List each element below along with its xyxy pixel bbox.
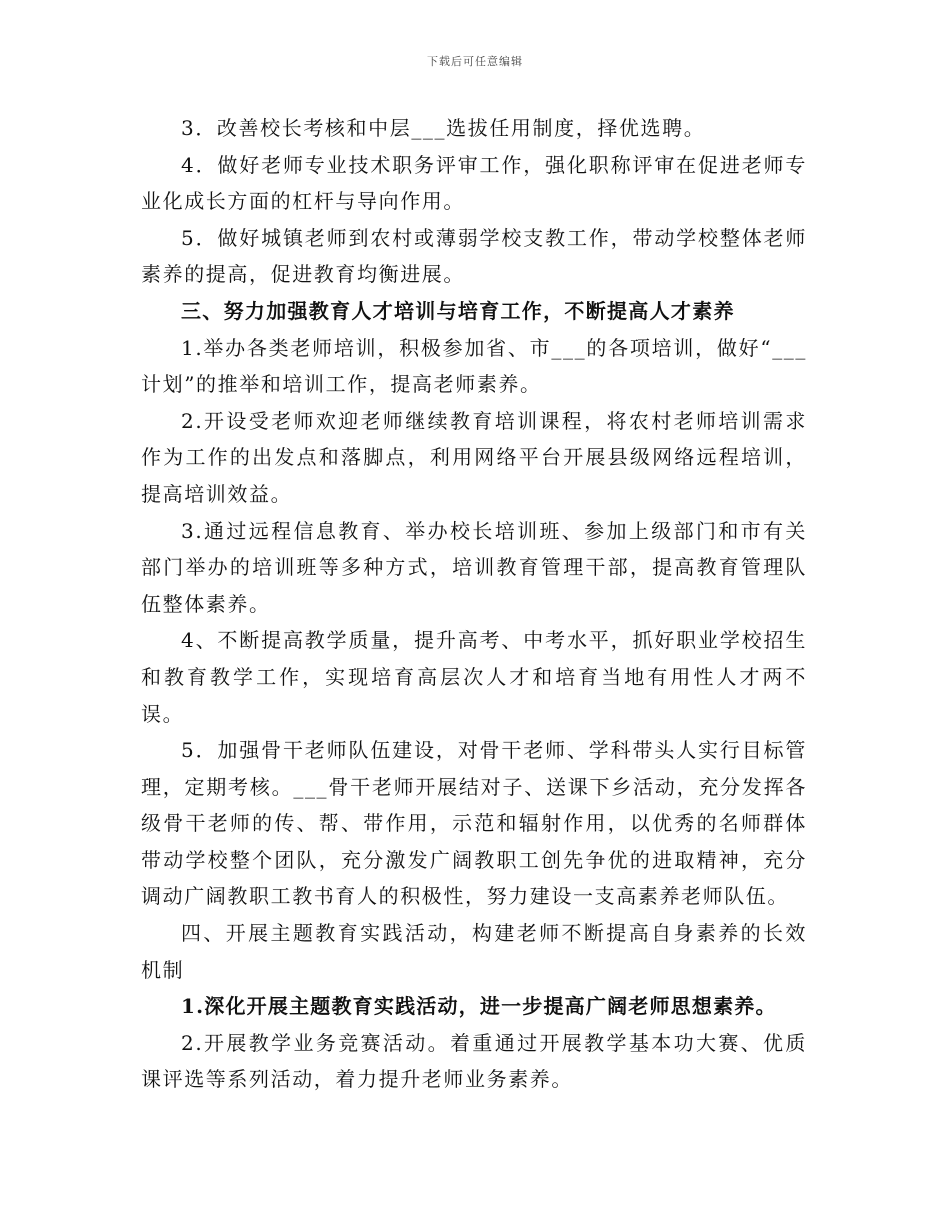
- section-heading-three: 三、努力加强教育人才培训与培育工作，不断提高人才素养: [181, 298, 735, 323]
- paragraph-training-3: 3.通过远程信息教育、举办校长培训班、参加上级部门和市有关部门举办的培训班等多种方式，培训教育管理干部，提高教育管理队伍整体素养。: [141, 518, 807, 616]
- document-body: [141, 110, 807, 1098]
- paragraph-training-2: 2.开设受老师欢迎老师继续教育培训课程，将农村老师培训需求作为工作的出发点和落脚点，利用网络平台开展县级网络远程培训，提高培训效益。: [141, 408, 807, 506]
- page-header: 下载后可任意编辑: [427, 55, 523, 68]
- paragraph-practice-1: 1.深化开展主题教育实践活动，进一步提高广阔老师思想素养。: [181, 994, 777, 1019]
- paragraph-5-rural-support: 5．做好城镇老师到农村或薄弱学校支教工作，带动学校整体老师素养的提高，促进教育均衡进展。: [141, 225, 807, 287]
- paragraph-training-4: 4、不断提高教学质量，提升高考、中考水平，抓好职业学校招生和教育教学工作，实现培育高层次人才和培育当地有用性人才两不误。: [141, 628, 807, 726]
- paragraph-training-5: 5．加强骨干老师队伍建设，对骨干老师、学科带头人实行目标管理，定期考核。___骨干老师开展结对子、送课下乡活动，充分发挥各级骨干老师的传、帮、带作用，示范和辐射作用，以优秀的名师群体带动学校整个团队，充分激发广阔教职工创先争优的进取精神，充分调动广阔教职工教书育人的积极性，努力建设一支高素养老师队伍。: [141, 738, 807, 909]
- paragraph-training-1: 1.举办各类老师培训，积极参加省、市___的各项培训，做好“___计划”的推举和培训工作，提高老师素养。: [141, 335, 807, 397]
- paragraph-3-principal-assessment: 3．改善校长考核和中层___选拔任用制度，择优选聘。: [181, 116, 706, 140]
- paragraph-4-title-review: 4．做好老师专业技术职务评审工作，强化职称评审在促进老师专业化成长方面的杠杆与导向作用。: [141, 152, 807, 214]
- paragraph-practice-2: 2.开展教学业务竞赛活动。着重通过开展教学基本功大赛、优质课评选等系列活动，着力提升老师业务素养。: [141, 1030, 807, 1092]
- section-heading-four: 四、开展主题教育实践活动，构建老师不断提高自身素养的长效机制: [141, 921, 807, 982]
